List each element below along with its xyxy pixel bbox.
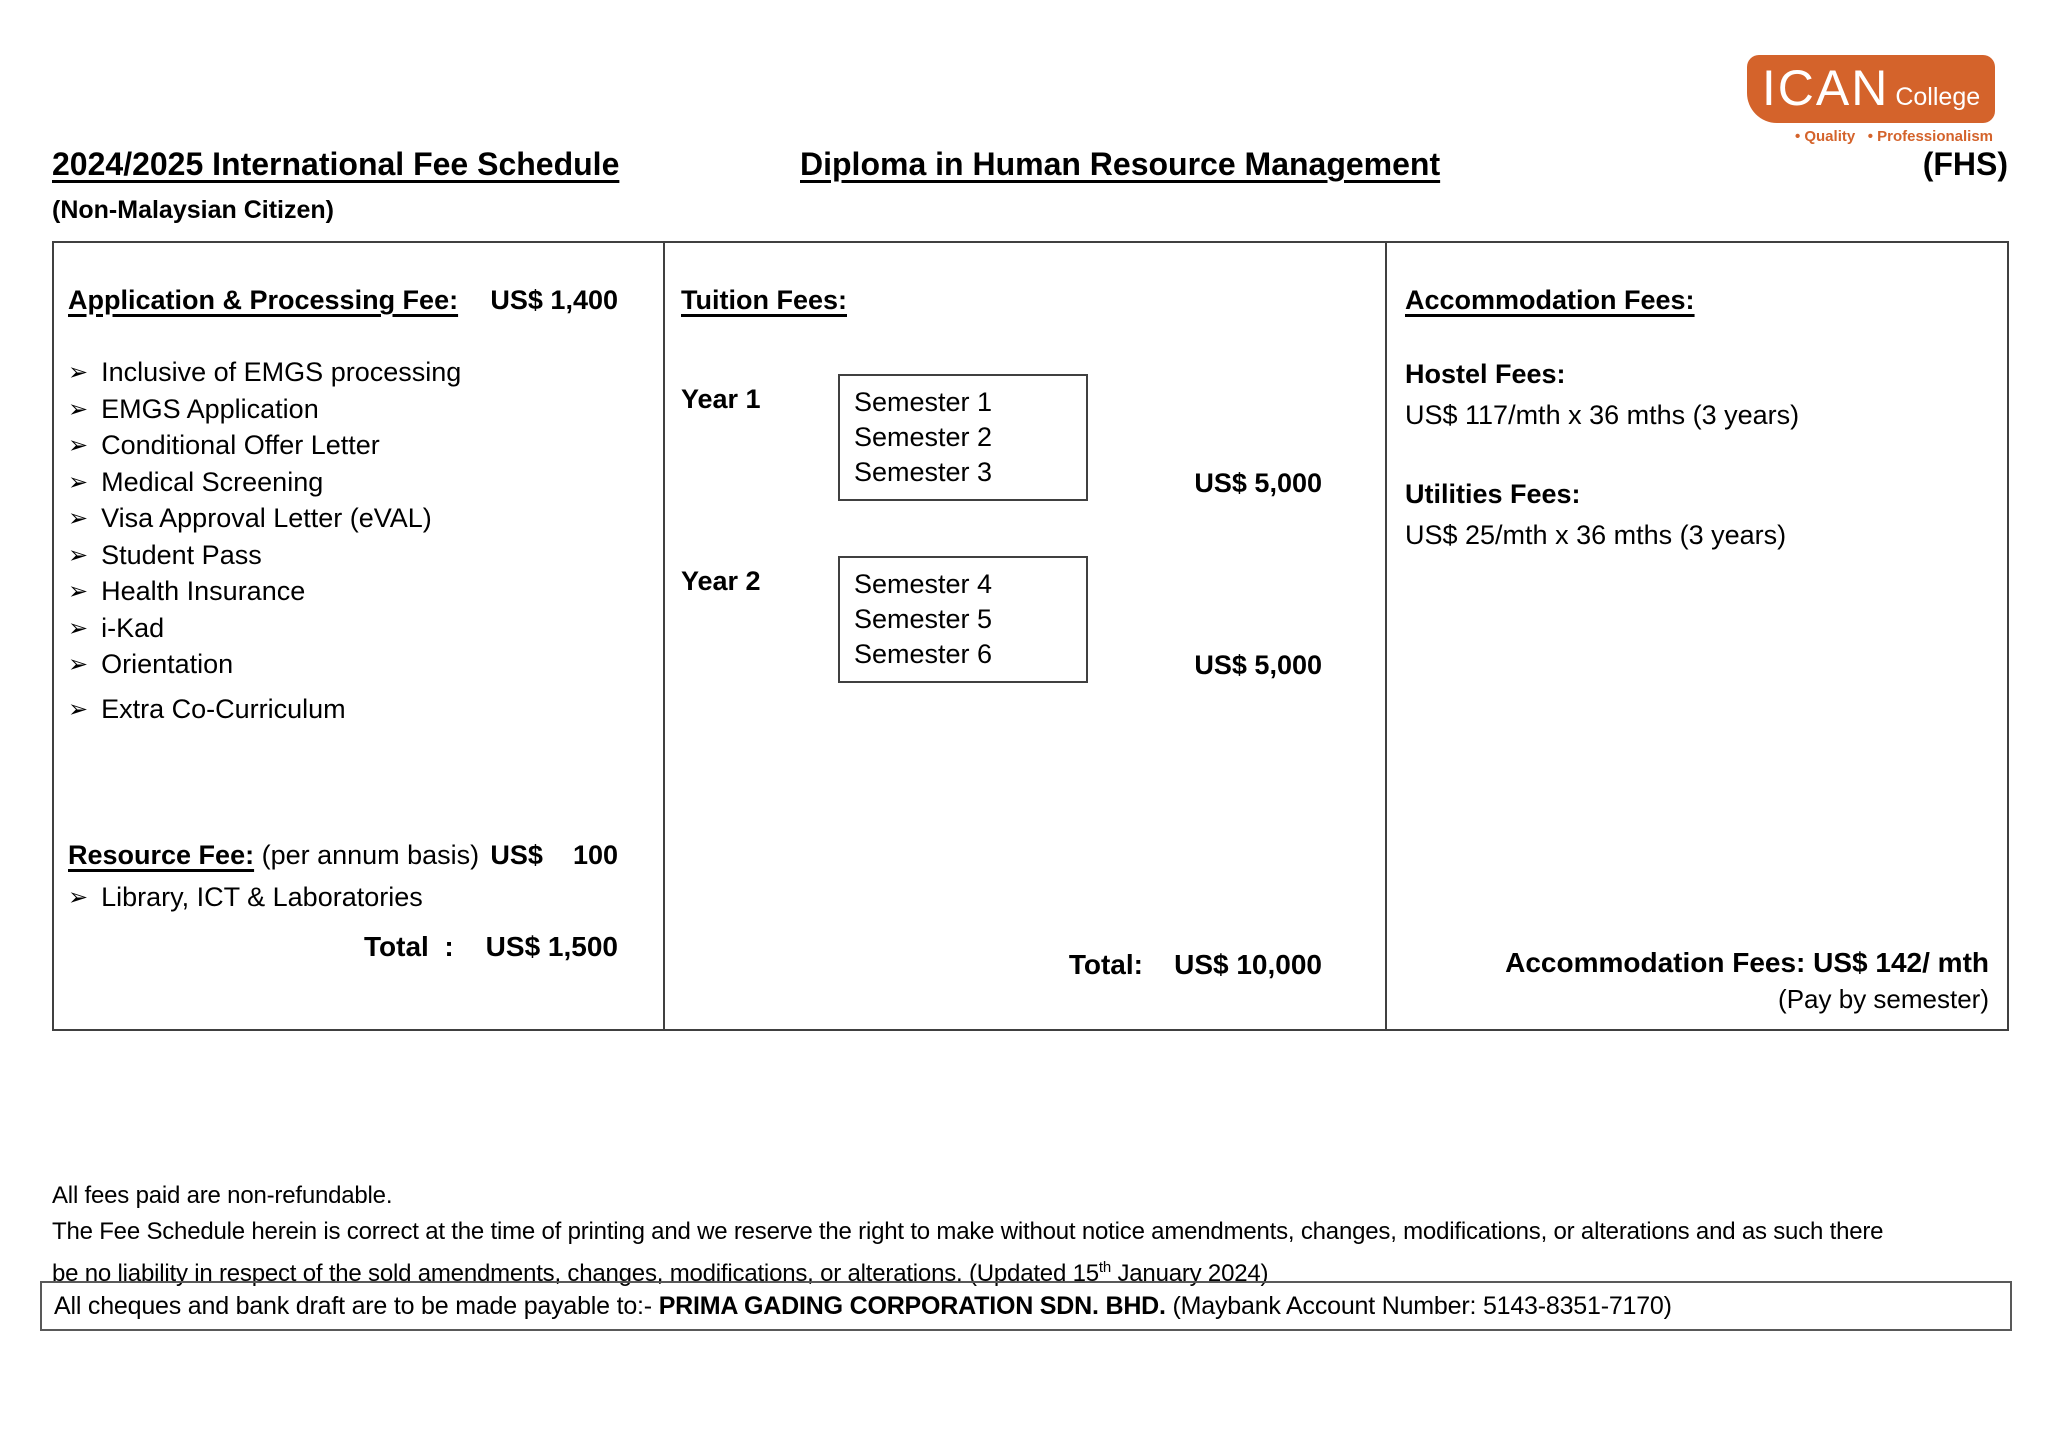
payment-instruction-box	[40, 1281, 2012, 1331]
fee-item	[68, 427, 663, 464]
resource-fee-header	[68, 835, 649, 875]
cheque-instruction	[54, 1292, 1672, 1321]
fee-item-label: Conditional Offer Letter	[101, 430, 380, 460]
accommodation-fee-header	[1405, 285, 1989, 316]
arrow-bullet-icon: ➢	[68, 883, 89, 911]
accommodation-summary-amount: Accommodation Fees: US$ 142/ mth	[1505, 947, 1989, 978]
tuition-year-2-row	[681, 556, 1385, 683]
application-fee-list	[68, 354, 663, 727]
arrow-bullet-icon: ➢	[68, 431, 89, 459]
tuition-total-amount: US$ 10,000	[1174, 949, 1322, 980]
tuition-total-row	[1069, 949, 1322, 981]
arrow-bullet-icon: ➢	[68, 358, 89, 386]
utilities-fees-section	[1405, 474, 1989, 556]
fee-item	[68, 464, 663, 501]
tuition-year-1-amount: US$ 5,000	[1194, 468, 1322, 498]
hostel-fees-section	[1405, 354, 1989, 436]
resource-fee-note: (per annum basis)	[254, 840, 480, 870]
tuition-fees-heading: Tuition Fees:	[681, 285, 847, 315]
arrow-bullet-icon: ➢	[68, 540, 89, 569]
payee-name: PRIMA GADING CORPORATION SDN. BHD.	[658, 1291, 1166, 1320]
fee-item-label: Visa Approval Letter (eVAL)	[101, 503, 432, 533]
semester-item: Semester 5	[854, 604, 993, 634]
application-total-amount: US$ 1,500	[485, 931, 618, 962]
arrow-bullet-icon: ➢	[68, 467, 89, 496]
arrow-bullet-icon: ➢	[68, 650, 89, 678]
year-2-label: Year 2	[681, 566, 761, 596]
semester-box-year-1	[838, 374, 1088, 501]
arrow-bullet-icon: ➢	[68, 394, 89, 423]
tuition-total-label: Total:	[1068, 949, 1143, 980]
accommodation-fees-heading: Accommodation Fees:	[1405, 285, 1695, 315]
fee-item-label: Student Pass	[101, 539, 262, 570]
arrow-bullet-icon: ➢	[68, 613, 89, 642]
fee-item-label: Medical Screening	[101, 466, 324, 497]
fee-table	[52, 241, 2009, 1031]
disclaimer-line-1: The Fee Schedule herein is correct at the time of printing and we reserve the right to make without notice amendments, changes, modifications, or alterations and as such there	[52, 1218, 1884, 1245]
fee-item-label: EMGS Application	[101, 393, 319, 424]
fee-item-label: i-Kad	[101, 612, 165, 643]
tuition-total-spacer	[1151, 949, 1167, 980]
fee-item	[68, 691, 663, 728]
application-fee-amount: US$ 1,400	[490, 285, 618, 315]
bank-account-number: (Maybank Account Number: 5143-8351-7170)	[1165, 1291, 1672, 1320]
resource-fee-heading: Resource Fee:	[68, 840, 255, 870]
disclaimer-line-2-end: January 2024)	[1111, 1260, 1269, 1287]
application-total-label: Total :	[363, 931, 454, 962]
logo-tagline: • Quality • Professionalism	[1794, 128, 1993, 145]
program-code: (FHS)	[1922, 146, 2008, 182]
ordinal-superscript: th	[1098, 1259, 1111, 1276]
fee-item	[68, 573, 663, 610]
year-1-label: Year 1	[681, 384, 761, 414]
program-title	[800, 146, 1440, 183]
accommodation-fee-column	[1387, 243, 2007, 1029]
arrow-bullet-icon: ➢	[68, 577, 89, 605]
fee-item	[68, 610, 663, 647]
accommodation-summary-note: (Pay by semester)	[1778, 984, 1989, 1014]
tuition-year-2-amount: US$ 5,000	[1194, 650, 1322, 680]
semester-item: Semester 6	[854, 639, 993, 669]
tuition-fee-header	[681, 285, 1371, 316]
fee-item-label: Inclusive of EMGS processing	[101, 357, 462, 387]
cheque-instruction-text: All cheques and bank draft are to be made payable to:-	[54, 1291, 659, 1320]
fee-item	[68, 646, 663, 683]
utilities-fees-heading: Utilities Fees:	[1405, 479, 1581, 509]
application-fee-header	[68, 285, 649, 316]
utilities-fees-detail: US$ 25/mth x 36 mths (3 years)	[1405, 520, 1787, 550]
fee-item-label: Orientation	[101, 649, 234, 679]
semester-item: Semester 2	[854, 422, 993, 452]
tuition-fee-column	[665, 243, 1387, 1029]
accommodation-summary	[1505, 945, 1989, 1017]
hostel-fees-detail: US$ 117/mth x 36 mths (3 years)	[1405, 400, 1800, 430]
disclaimer-line-2-text: be no liability in respect of the sold amendments, changes, modifications, or alterations. (Updated 15	[52, 1260, 1099, 1287]
semester-item: Semester 3	[854, 457, 993, 487]
resource-fee-heading-group	[68, 835, 479, 875]
fee-item-label: Library, ICT & Laboratories	[101, 882, 423, 912]
fee-item	[68, 391, 663, 428]
fee-item-label: Health Insurance	[101, 576, 306, 606]
footer-notes	[52, 1178, 2012, 1292]
semester-item: Semester 4	[854, 569, 993, 599]
fee-item	[68, 354, 663, 391]
logo-name: ICAN	[1761, 60, 1890, 116]
fee-item	[68, 500, 663, 537]
citizen-subtitle: (Non-Malaysian Citizen)	[52, 196, 334, 224]
page-title-text: 2024/2025 International Fee Schedule	[52, 146, 620, 182]
non-refundable-note: All fees paid are non-refundable.	[52, 1182, 393, 1209]
fee-item	[68, 537, 663, 574]
resource-fee-section	[68, 835, 649, 919]
page-title	[52, 146, 619, 183]
fee-item-label: Extra Co-Curriculum	[101, 693, 346, 724]
semester-box-year-2	[838, 556, 1088, 683]
application-fee-column	[54, 243, 665, 1029]
ican-college-logo	[1747, 55, 1995, 145]
fee-item	[68, 875, 649, 919]
application-total-row	[364, 931, 618, 963]
tuition-year-1-row	[681, 374, 1385, 501]
semester-item: Semester 1	[854, 387, 993, 417]
hostel-fees-heading: Hostel Fees:	[1405, 359, 1566, 389]
logo-badge	[1747, 55, 1995, 123]
application-fee-heading: Application & Processing Fee:	[68, 285, 459, 315]
resource-fee-amount: US$ 100	[490, 840, 618, 870]
logo-suffix: College	[1895, 83, 1981, 111]
arrow-bullet-icon: ➢	[68, 694, 89, 723]
arrow-bullet-icon: ➢	[68, 504, 89, 532]
program-title-text: Diploma in Human Resource Management	[800, 146, 1441, 182]
